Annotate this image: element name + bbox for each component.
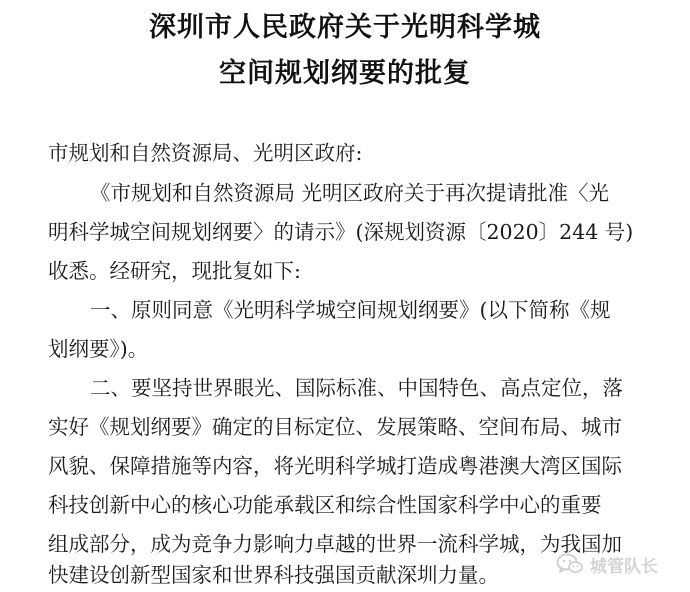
body-line: 《市规划和自然资源局 光明区政府关于再次提请批准〈光 xyxy=(90,181,610,205)
body-line: 组成部分，成为竞争力影响力卓越的世界一流科学城，为我国加 xyxy=(48,532,622,556)
body-line: 快建设创新型国家和世界科技强国贡献深圳力量。 xyxy=(48,563,499,587)
document-title-line-2: 空间规划纲要的批复 xyxy=(219,58,471,89)
body-line: 二、要坚持世界眼光、国际标准、中国特色、高点定位，落 xyxy=(90,376,623,400)
wechat-icon xyxy=(556,553,584,575)
addressee-line: 市规划和自然资源局、光明区政府: xyxy=(48,141,363,165)
body-line: 科技创新中心的核心功能承载区和综合性国家科学中心的重要 xyxy=(48,493,602,517)
document-title-line-1: 深圳市人民政府关于光明科学城 xyxy=(149,12,541,43)
body-line: 风貌、保障措施等内容，将光明科学城打造成粤港澳大湾区国际 xyxy=(48,454,622,478)
body-line: 收悉。经研究，现批复如下: xyxy=(48,259,301,283)
body-line: 一、原则同意《光明科学城空间规划纲要》(以下简称《规 xyxy=(90,298,611,322)
body-line: 划纲要》)。 xyxy=(48,337,149,361)
body-line: 实好《规划纲要》确定的目标定位、发展策略、空间布局、城市 xyxy=(48,415,622,439)
body-line: 明科学城空间规划纲要〉的请示》(深规划资源〔2020〕244 号) xyxy=(48,220,634,244)
watermark-text: 城管队长 xyxy=(590,556,658,577)
watermark xyxy=(556,551,658,577)
